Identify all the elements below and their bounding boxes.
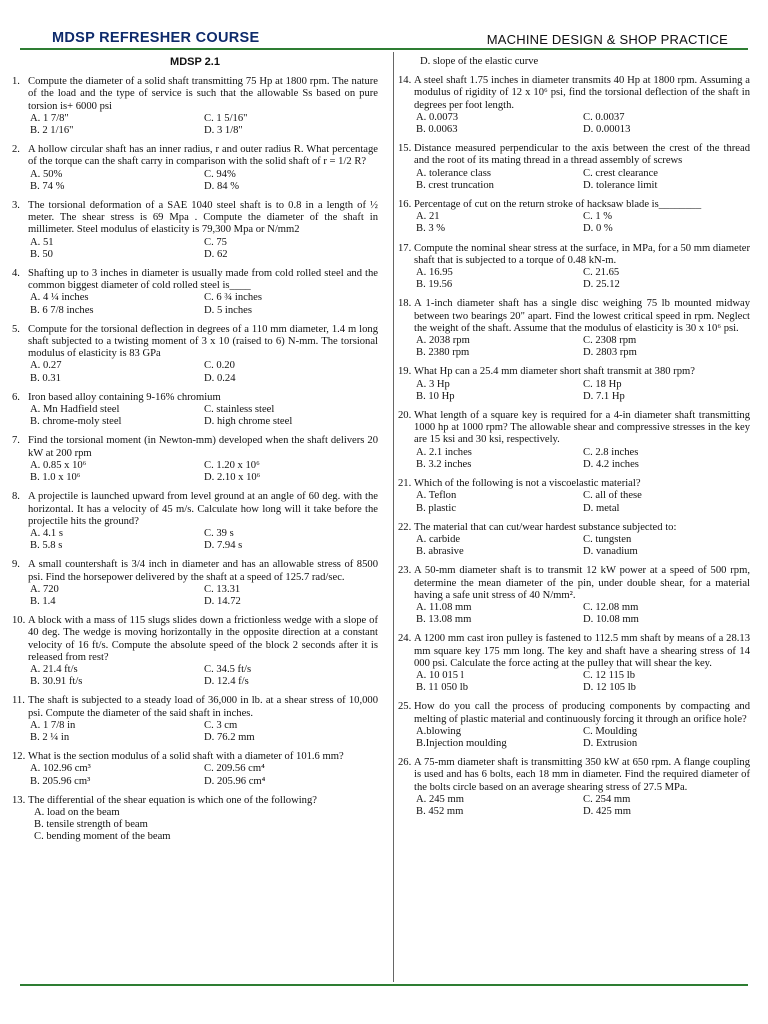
answer-option: D. slope of the elastic curve [420, 56, 539, 67]
answer-options [12, 807, 378, 844]
answer-option: D. 2.10 x 10⁶ [204, 472, 261, 484]
question-text [398, 298, 750, 335]
header-rule [20, 48, 748, 50]
answer-option: B. 5.8 s [30, 540, 63, 552]
question-body: A 1-inch diameter shaft has a single disc weighing 75 lb mounted midway between two bearings 20" apart. Find the lowest critical speed in rpm. Neglect the weight of the shaft. Assume that the modulus of elasticity is 30 x 10⁶ psi. [414, 298, 750, 334]
answer-option: B. chrome-moly steel [30, 416, 122, 428]
answer-option: A. load on the beam [34, 806, 120, 818]
answer-options [398, 211, 750, 235]
answer-option: D. 7.94 s [204, 540, 243, 552]
question-item [12, 695, 378, 744]
answer-option: D. 4.2 inches [583, 458, 639, 470]
answer-option: D. Extrusion [583, 737, 638, 749]
answer-option: A. 16.95 [416, 267, 453, 279]
answer-option: C. 75 [204, 236, 227, 248]
question-number: 1. [12, 76, 20, 88]
answer-option: A. 1 7/8" [30, 112, 69, 124]
answer-option: A. 4 ¼ inches [30, 292, 89, 304]
question-item [12, 751, 378, 788]
answer-options [398, 534, 750, 558]
question-text [398, 633, 750, 670]
question-text [398, 366, 750, 378]
answer-options [12, 584, 378, 608]
question-number: 12. [12, 751, 26, 763]
answer-option: C. 21.65 [583, 267, 620, 279]
question-text [12, 695, 378, 719]
answer-option: B.Injection moulding [416, 737, 507, 749]
answer-option: C. 1 % [583, 211, 613, 223]
answer-options [398, 379, 750, 403]
answer-option: D. tolerance limit [583, 179, 658, 191]
answer-option: A. tolerance class [416, 167, 492, 179]
question-text [12, 144, 378, 168]
answer-options [398, 56, 750, 68]
answer-option: A. 2038 rpm [416, 335, 470, 347]
answer-options [398, 726, 750, 750]
answer-options [12, 113, 378, 137]
answer-option: B. 11 050 lb [416, 682, 468, 694]
question-body: Compute the diameter of a solid shaft transmitting 75 Hp at 1800 rpm. The nature of the load and the type of service is such that the allowable Ss based on pure torsion is+ 6000 psi [28, 76, 378, 112]
question-text [12, 795, 378, 807]
answer-option: C. 2.8 inches [583, 446, 639, 458]
question-number: 21. [398, 478, 412, 490]
question-item [12, 200, 378, 261]
answer-option: A. 0.85 x 10⁶ [30, 459, 87, 471]
question-body: Shafting up to 3 inches in diameter is usually made from cold rolled steel and the common biggest diameter of cold rolled steel is____ [28, 268, 378, 292]
question-item [398, 757, 750, 818]
answer-option: C. 1 5/16" [204, 112, 248, 124]
question-item [12, 615, 378, 688]
question-number: 23. [398, 565, 412, 577]
question-number: 14. [398, 75, 412, 87]
question-item [12, 435, 378, 484]
answer-option: D. 0.24 [204, 372, 236, 384]
answer-option: A. 4.1 s [30, 527, 63, 539]
question-number: 19. [398, 366, 412, 378]
question-body: A 75-mm diameter shaft is transmitting 350 kW at 650 rpm. A flange coupling is used and has 6 bolts, each 18 mm in diameter. Find the required diameter of the bolts circle based on an average shearing stress of 27.5 MPa. [414, 757, 750, 793]
answer-option: A. 3 Hp [416, 378, 450, 390]
question-item [12, 268, 378, 317]
question-item [12, 324, 378, 385]
answer-option: C. 0.20 [204, 360, 235, 372]
question-text [12, 200, 378, 237]
answer-option: C. 6 ¾ inches [204, 292, 262, 304]
answer-option: A. Mn Hadfield steel [30, 404, 120, 416]
answer-option: D. 12 105 lb [583, 682, 636, 694]
answer-option: C. stainless steel [204, 404, 275, 416]
question-text [12, 559, 378, 583]
answer-option: B. 452 mm [416, 805, 464, 817]
question-body: A 50-mm diameter shaft is to transmit 12 kW power at a speed of 500 rpm, determine the mean diameter of the pin, under double shear, for a material having a safe unit stress of 40 N/mm². [414, 565, 750, 601]
question-item [398, 478, 750, 515]
question-item [398, 298, 750, 359]
question-item [12, 144, 378, 193]
question-item [12, 795, 378, 844]
question-number: 18. [398, 298, 412, 310]
footer-rule [20, 984, 748, 986]
question-text [12, 435, 378, 459]
question-body: Percentage of cut on the return stroke of hacksaw blade is________ [414, 199, 702, 211]
question-number: 15. [398, 143, 412, 155]
answer-option: B. tensile strength of beam [34, 819, 148, 831]
question-text [12, 615, 378, 664]
answer-option: B. 30.91 ft/s [30, 676, 83, 688]
answer-option: D. 12.4 f/s [204, 676, 249, 688]
question-text [12, 76, 378, 113]
answer-option: B. 1.0 x 10⁶ [30, 472, 81, 484]
question-text [398, 199, 750, 211]
answer-options [12, 528, 378, 552]
answer-option: A. Teflon [416, 490, 457, 502]
question-item [398, 143, 750, 192]
question-text [398, 701, 750, 725]
question-item [398, 243, 750, 292]
answer-options [12, 404, 378, 428]
answer-option: C. 3 cm [204, 719, 238, 731]
question-item [398, 633, 750, 694]
question-number: 16. [398, 199, 412, 211]
answer-option: D. 425 mm [583, 805, 631, 817]
answer-option: A. 21 [416, 211, 440, 223]
question-number: 7. [12, 435, 20, 447]
question-number: 10. [12, 615, 26, 627]
question-body: What is the section modulus of a solid shaft with a diameter of 101.6 mm? [28, 751, 344, 763]
question-item [12, 392, 378, 429]
question-text [398, 565, 750, 602]
answer-options [398, 794, 750, 818]
answer-option: D. vanadium [583, 546, 638, 558]
answer-option: C. 94% [204, 168, 236, 180]
answer-option: B. crest truncation [416, 179, 494, 191]
answer-option: D. 10.08 mm [583, 614, 639, 626]
left-column [12, 56, 378, 851]
answer-option: B. 2 1/16" [30, 125, 74, 137]
subject-title: MACHINE DESIGN & SHOP PRACTICE [486, 32, 728, 47]
answer-option: D. 62 [204, 248, 228, 260]
question-item [398, 75, 750, 136]
right-column [398, 56, 750, 825]
answer-options [398, 490, 750, 514]
answer-option: A. 10 015 l [416, 669, 464, 681]
question-item [398, 366, 750, 403]
question-number: 13. [12, 794, 26, 806]
question-number: 8. [12, 491, 20, 503]
answer-option: C. tungsten [583, 533, 632, 545]
answer-option: A. 11.08 mm [416, 601, 472, 613]
question-item [398, 701, 750, 750]
answer-option: C. 209.56 cm⁴ [204, 763, 265, 775]
answer-option: A. carbide [416, 533, 461, 545]
answer-options [12, 763, 378, 787]
question-number: 6. [12, 391, 20, 403]
answer-options [398, 335, 750, 359]
answer-option: C. crest clearance [583, 167, 658, 179]
answer-option: D. high chrome steel [204, 416, 293, 428]
question-body: A block with a mass of 115 slugs slides down a frictionless wedge with a slope of 40 deg. The wedge is moving horizontally in the opposite direction at a constant velocity of 16 ft/s. Compute the absolute speed of the block 2 seconds after it is released from rest? [28, 615, 378, 663]
page-header [20, 30, 750, 50]
answer-option: C. 13.31 [204, 583, 241, 595]
question-body: A hollow circular shaft has an inner radius, r and outer radius R. What percentage of the torque can the shaft carry in comparison with the solid shaft of r = 1/2 R? [28, 144, 378, 168]
answer-option: A. 720 [30, 583, 59, 595]
question-text [12, 751, 378, 763]
answer-option: D. 25.12 [583, 279, 620, 291]
answer-options [398, 447, 750, 471]
answer-option: D. 14.72 [204, 595, 241, 607]
answer-options [398, 670, 750, 694]
answer-option: C. bending moment of the beam [34, 831, 171, 843]
question-body: Find the torsional moment (in Newton-mm) developed when the shaft delivers 20 kW at 200 rpm [28, 435, 378, 459]
question-body: The differential of the shear equation is which one of the following? [28, 794, 317, 806]
course-title: MDSP REFRESHER COURSE [52, 30, 260, 46]
answer-option: B. 2380 rpm [416, 347, 470, 359]
question-text [398, 478, 750, 490]
question-item [12, 491, 378, 552]
question-body: Compute the nominal shear stress at the surface, in MPa, for a 50 mm diameter shaft that is subjected to a torque of 0.48 kN-m. [414, 242, 750, 266]
question-body: A 1200 mm cast iron pulley is fastened to 112.5 mm shaft by means of a 28.13 mm square key 175 mm long. The key and shaft have a shearing stress of 14 000 psi. Calculate the force acting at the pulley that will shear the key. [414, 633, 750, 669]
answer-option: B. 3 % [416, 223, 446, 235]
answer-option: D. 7.1 Hp [583, 390, 625, 402]
answer-option: D. 76.2 mm [204, 731, 255, 743]
answer-option: C. 12.08 mm [583, 601, 639, 613]
question-body: The material that can cut/wear hardest substance subjected to: [414, 521, 677, 533]
answer-option: B. 205.96 cm³ [30, 775, 91, 787]
question-number: 3. [12, 200, 20, 212]
answer-option: C. Moulding [583, 725, 638, 737]
answer-options [12, 460, 378, 484]
question-item [398, 565, 750, 626]
answer-option: C. 39 s [204, 527, 234, 539]
question-number: 24. [398, 633, 412, 645]
answer-option: A.blowing [416, 725, 462, 737]
question-body: Iron based alloy containing 9-16% chromium [28, 391, 221, 403]
question-body: Which of the following is not a viscoelastic material? [414, 478, 641, 490]
answer-option: D. 0.00013 [583, 124, 631, 136]
question-body: Compute for the torsional deflection in degrees of a 110 mm diameter, 1.4 m long shaft subjected to a twisting moment of 3 x 10 (raised to 6) N-mm. The torsional modulus of elasticity is 83 GPa [28, 323, 378, 360]
answer-option: D. 84 % [204, 180, 240, 192]
question-body: What Hp can a 25.4 mm diameter short shaft transmit at 380 rpm? [414, 366, 695, 378]
answer-option: D. 0 % [583, 223, 613, 235]
question-number: 25. [398, 701, 412, 713]
question-number: 17. [398, 242, 412, 254]
question-text [12, 392, 378, 404]
question-body: A projectile is launched upward from level ground at an angle of 60 deg. with the horizontal. It has a velocity of 45 m/s. Calculate how long will it take before the projectile hits the ground? [28, 491, 378, 527]
answer-options [12, 292, 378, 316]
answer-option: C. 254 mm [583, 793, 631, 805]
question-body: What length of a square key is required for a 4-in diameter shaft transmitting 1000 hp at 1000 rpm? The allowable shear and compressive stresses in the key are 15 ksi and 30 ksi, respectively. [414, 410, 750, 446]
question-item [398, 199, 750, 236]
answer-option: B. abrasive [416, 546, 464, 558]
question-text [398, 243, 750, 267]
column-divider [393, 52, 394, 982]
question-number: 11. [12, 695, 25, 707]
answer-option: C. 18 Hp [583, 378, 622, 390]
answer-options [12, 237, 378, 261]
answer-option: A. 50% [30, 168, 63, 180]
answer-options [398, 112, 750, 136]
question-body: Distance measured perpendicular to the axis between the crest of the thread and the root of its mating thread in a thread assembly of screws [414, 143, 750, 167]
question-number: 2. [12, 144, 20, 156]
answer-option: B. 50 [30, 248, 53, 260]
question-item [398, 522, 750, 559]
answer-option: C. 12 115 lb [583, 669, 635, 681]
question-item [398, 56, 750, 68]
question-item [398, 410, 750, 471]
question-number: 20. [398, 410, 412, 422]
question-text [12, 268, 378, 292]
answer-option: A. 1 7/8 in [30, 719, 76, 731]
answer-option: D. 5 inches [204, 304, 252, 316]
question-text [398, 522, 750, 534]
answer-option: B. 1.4 [30, 595, 56, 607]
question-body: How do you call the process of producing components by compacting and melting of plastic material and continuously forcing it through an orifice hole? [414, 701, 750, 725]
answer-options [398, 168, 750, 192]
question-text [12, 324, 378, 361]
answer-option: B. 2 ¼ in [30, 731, 70, 743]
question-number: 5. [12, 323, 20, 335]
question-text [398, 757, 750, 794]
question-number: 4. [12, 268, 20, 280]
question-text [398, 143, 750, 167]
question-number: 26. [398, 757, 412, 769]
answer-option: C. 1.20 x 10⁶ [204, 459, 260, 471]
answer-option: A. 51 [30, 236, 54, 248]
answer-option: A. 2.1 inches [416, 446, 472, 458]
question-item [12, 76, 378, 137]
answer-option: D. metal [583, 502, 620, 514]
question-number: 9. [12, 559, 20, 571]
question-body: The torsional deformation of a SAE 1040 steel shaft is to 0.8 in a length of ½ meter. The shear stress is 69 Mpa . Compute the diameter of the shaft in millimeter. Steel modulus of elasticity is 79,300 Mpa or N/mm2 [28, 200, 378, 236]
answer-option: C. 0.0037 [583, 111, 625, 123]
question-text [12, 491, 378, 528]
answer-options [398, 267, 750, 291]
question-body: A steel shaft 1.75 inches in diameter transmits 40 Hp at 1800 rpm. Assuming a modulus of rigidity of 12 x 10⁶ psi, find the torsional deflection of the shaft in degrees per foot length. [414, 75, 750, 111]
answer-option: B. 3.2 inches [416, 458, 472, 470]
answer-option: C. 34.5 ft/s [204, 663, 252, 675]
answer-option: D. 2803 rpm [583, 347, 637, 359]
answer-option: B. 13.08 mm [416, 614, 472, 626]
answer-options [398, 602, 750, 626]
answer-option: A. 0.0073 [416, 111, 459, 123]
answer-option: D. 3 1/8" [204, 125, 243, 137]
question-text [398, 410, 750, 447]
question-text [398, 75, 750, 112]
answer-option: B. 10 Hp [416, 390, 455, 402]
set-title: MDSP 2.1 [170, 56, 220, 68]
answer-option: A. 245 mm [416, 793, 464, 805]
answer-option: B. 6 7/8 inches [30, 304, 94, 316]
answer-option: D. 205.96 cm⁴ [204, 775, 266, 787]
question-item [12, 559, 378, 608]
answer-option: B. 74 % [30, 180, 65, 192]
answer-option: A. 0.27 [30, 360, 62, 372]
answer-options [12, 720, 378, 744]
answer-option: B. plastic [416, 502, 457, 514]
answer-option: B. 0.31 [30, 372, 61, 384]
answer-option: A. 102.96 cm³ [30, 763, 91, 775]
question-number: 22. [398, 521, 412, 533]
question-body: The shaft is subjected to a steady load of 36,000 in lb. at a shear stress of 10,000 psi. Compute the diameter of the said shaft in inches. [28, 695, 378, 719]
answer-options [12, 169, 378, 193]
answer-option: B. 19.56 [416, 279, 453, 291]
answer-options [12, 360, 378, 384]
answer-option: C. 2308 rpm [583, 335, 637, 347]
answer-option: B. 0.0063 [416, 124, 458, 136]
question-body: A small countershaft is 3/4 inch in diameter and has an allowable stress of 8500 psi. Find the horsepower delivered by the shaft at a speed of 125.7 rad/sec. [28, 559, 378, 583]
answer-options [12, 664, 378, 688]
answer-option: A. 21.4 ft/s [30, 663, 78, 675]
answer-option: C. all of these [583, 490, 642, 502]
